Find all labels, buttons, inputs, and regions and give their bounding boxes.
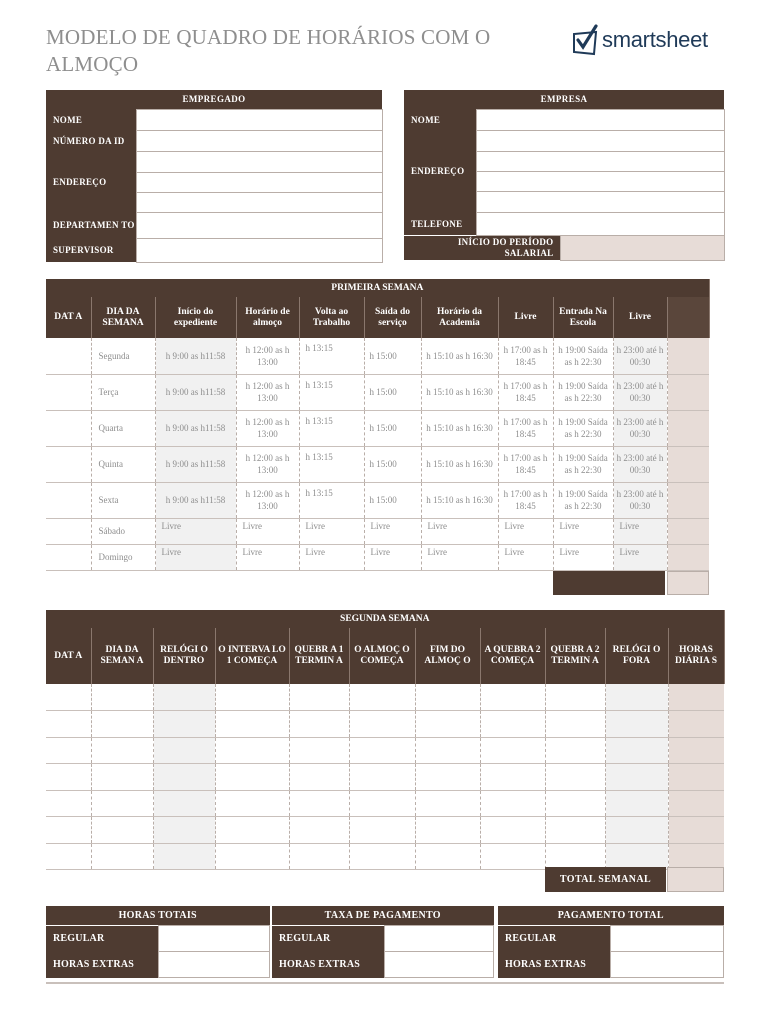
pay-period-label: INÍCIO DO PERÍODO SALARIAL bbox=[404, 235, 560, 260]
week1-leave-cell[interactable]: h 15:00 bbox=[364, 410, 421, 446]
week1-day-cell: Sexta bbox=[91, 482, 155, 518]
week1-total-field[interactable] bbox=[667, 571, 709, 595]
week2-cell[interactable] bbox=[415, 843, 480, 870]
week2-cell[interactable] bbox=[415, 711, 480, 738]
week2-col-4: QUEBR A 1 TERMIN A bbox=[289, 628, 349, 684]
week1-start-cell[interactable]: h 9:00 as h11:58 bbox=[155, 374, 236, 410]
table-row bbox=[46, 544, 709, 570]
week1-leave-cell[interactable]: h 15:00 bbox=[364, 446, 421, 482]
week1-date-cell[interactable] bbox=[46, 374, 91, 410]
week2-col-10: HORAS DIÁRIA S bbox=[668, 628, 724, 684]
week2-col-9: RELÓGI O FORA bbox=[605, 628, 668, 684]
week2-cell[interactable] bbox=[480, 711, 545, 738]
week1-col-hours bbox=[667, 297, 709, 338]
table-row bbox=[46, 338, 709, 374]
week1-col-free2: Livre bbox=[613, 297, 667, 338]
week1-gym-cell[interactable]: h 15:10 as h 16:30 bbox=[421, 410, 498, 446]
table-row bbox=[46, 737, 724, 764]
employee-address-label: ENDEREÇO bbox=[46, 151, 136, 212]
week2-cell[interactable] bbox=[349, 817, 415, 844]
summary-table-0 bbox=[46, 906, 270, 978]
week1-back-cell[interactable]: Livre bbox=[299, 518, 364, 544]
week1-school-cell[interactable]: h 19:00 Saída as h 22:30 bbox=[553, 482, 613, 518]
week2-cell[interactable] bbox=[153, 843, 215, 870]
week1-lunch-cell[interactable]: h 12:00 as h 13:00 bbox=[236, 374, 299, 410]
week1-start-cell[interactable]: h 9:00 as h11:58 bbox=[155, 446, 236, 482]
week2-cell[interactable] bbox=[668, 711, 724, 738]
summary-regular-label: REGULAR bbox=[498, 926, 610, 952]
week1-gym-cell[interactable]: h 15:10 as h 16:30 bbox=[421, 482, 498, 518]
week1-free1-cell[interactable]: h 17:00 as h 18:45 bbox=[498, 338, 553, 374]
week2-cell[interactable] bbox=[289, 684, 349, 711]
week2-cell[interactable] bbox=[46, 790, 91, 817]
week2-cell[interactable] bbox=[46, 711, 91, 738]
week2-cell[interactable] bbox=[480, 764, 545, 791]
week1-date-cell[interactable] bbox=[46, 338, 91, 374]
employee-supervisor-label: SUPERVISOR bbox=[46, 238, 136, 262]
week2-cell[interactable] bbox=[605, 711, 668, 738]
week1-col-day: DIA DA SEMANA bbox=[91, 297, 155, 338]
week1-school-cell[interactable]: h 19:00 Saída as h 22:30 bbox=[553, 338, 613, 374]
company-name-field[interactable] bbox=[476, 109, 724, 130]
week2-cell[interactable] bbox=[289, 790, 349, 817]
week1-total-label bbox=[553, 571, 665, 595]
week1-back-cell[interactable]: h 13:15 bbox=[299, 338, 364, 374]
company-phone-field[interactable] bbox=[476, 212, 724, 235]
week1-school-cell[interactable]: h 19:00 Saída as h 22:30 bbox=[553, 374, 613, 410]
summary-header: HORAS TOTAIS bbox=[46, 906, 270, 926]
logo-text: smartsheet bbox=[602, 27, 708, 52]
week2-cell[interactable] bbox=[215, 737, 289, 764]
week1-gym-cell[interactable]: Livre bbox=[421, 544, 498, 570]
week2-cell[interactable] bbox=[545, 764, 605, 791]
week1-free1-cell[interactable]: Livre bbox=[498, 544, 553, 570]
employee-address-field-3[interactable] bbox=[136, 192, 382, 212]
week1-leave-cell[interactable]: h 15:00 bbox=[364, 374, 421, 410]
table-row bbox=[46, 843, 724, 870]
week2-cell[interactable] bbox=[605, 764, 668, 791]
week2-cell[interactable] bbox=[153, 737, 215, 764]
employee-id-field[interactable] bbox=[136, 130, 382, 151]
company-header: EMPRESA bbox=[404, 90, 724, 109]
table-row bbox=[46, 482, 709, 518]
week1-col-start: Início do expediente bbox=[155, 297, 236, 338]
summary-regular-label: REGULAR bbox=[46, 926, 158, 952]
week2-col-8: QUEBR A 2 TERMIN A bbox=[545, 628, 605, 684]
table-row bbox=[46, 410, 709, 446]
week2-cell[interactable] bbox=[545, 684, 605, 711]
week1-free1-cell[interactable]: Livre bbox=[498, 518, 553, 544]
week2-cell[interactable] bbox=[415, 790, 480, 817]
week2-cell[interactable] bbox=[46, 764, 91, 791]
week2-cell[interactable] bbox=[153, 684, 215, 711]
week2-cell[interactable] bbox=[46, 737, 91, 764]
week1-hours-cell[interactable] bbox=[667, 518, 709, 544]
summary-extra-field[interactable] bbox=[610, 952, 724, 978]
week2-cell[interactable] bbox=[215, 711, 289, 738]
week1-day-cell: Quarta bbox=[91, 410, 155, 446]
company-address-field-3[interactable] bbox=[476, 171, 724, 191]
week1-gym-cell[interactable]: h 15:10 as h 16:30 bbox=[421, 446, 498, 482]
week2-cell[interactable] bbox=[46, 843, 91, 870]
week1-day-cell: Quinta bbox=[91, 446, 155, 482]
employee-department-field[interactable] bbox=[136, 212, 382, 238]
summary-header: TAXA DE PAGAMENTO bbox=[272, 906, 494, 926]
week1-hours-cell[interactable] bbox=[667, 544, 709, 570]
week2-cell[interactable] bbox=[545, 790, 605, 817]
week2-col-3: O INTERVA LO 1 COMEÇA bbox=[215, 628, 289, 684]
week1-free2-cell[interactable]: h 23:00 até h 00:30 bbox=[613, 446, 667, 482]
week1-col-lunch: Horário de almoço bbox=[236, 297, 299, 338]
week2-cell[interactable] bbox=[480, 737, 545, 764]
week2-cell[interactable] bbox=[605, 737, 668, 764]
week1-date-cell[interactable] bbox=[46, 482, 91, 518]
week1-free2-cell[interactable]: Livre bbox=[613, 544, 667, 570]
week2-cell[interactable] bbox=[349, 764, 415, 791]
table-row bbox=[46, 684, 724, 711]
week2-cell[interactable] bbox=[668, 843, 724, 870]
summary-extra-label: HORAS EXTRAS bbox=[272, 952, 384, 978]
page-title: MODELO DE QUADRO DE HORÁRIOS COM O ALMOÇO bbox=[46, 25, 491, 76]
week1-lunch-cell[interactable]: h 12:00 as h 13:00 bbox=[236, 338, 299, 374]
week1-hours-cell[interactable] bbox=[667, 446, 709, 482]
week1-free1-cell[interactable]: h 17:00 as h 18:45 bbox=[498, 410, 553, 446]
summary-extra-label: HORAS EXTRAS bbox=[498, 952, 610, 978]
week2-cell[interactable] bbox=[289, 737, 349, 764]
bottom-divider bbox=[46, 982, 724, 984]
week1-date-cell[interactable] bbox=[46, 518, 91, 544]
week2-cell[interactable] bbox=[153, 790, 215, 817]
company-table bbox=[404, 90, 725, 261]
summary-extra-label: HORAS EXTRAS bbox=[46, 952, 158, 978]
week2-cell[interactable] bbox=[545, 817, 605, 844]
week1-date-cell[interactable] bbox=[46, 544, 91, 570]
week1-free2-cell[interactable]: Livre bbox=[613, 518, 667, 544]
employee-supervisor-field[interactable] bbox=[136, 238, 382, 262]
week1-gym-cell[interactable]: h 15:10 as h 16:30 bbox=[421, 374, 498, 410]
week1-lunch-cell[interactable]: Livre bbox=[236, 544, 299, 570]
week2-cell[interactable] bbox=[480, 790, 545, 817]
company-address-field-2[interactable] bbox=[476, 151, 724, 171]
week1-free1-cell[interactable]: h 17:00 as h 18:45 bbox=[498, 374, 553, 410]
week2-total-label: TOTAL SEMANAL bbox=[545, 867, 666, 892]
week1-gym-cell[interactable]: Livre bbox=[421, 518, 498, 544]
week2-cell[interactable] bbox=[605, 817, 668, 844]
week2-cell[interactable] bbox=[91, 711, 153, 738]
week1-school-cell[interactable]: Livre bbox=[553, 518, 613, 544]
week1-leave-cell[interactable]: Livre bbox=[364, 544, 421, 570]
week2-col-7: A QUEBRA 2 COMEÇA bbox=[480, 628, 545, 684]
week1-day-cell: Sábado bbox=[91, 518, 155, 544]
employee-id-label: NÚMERO DA ID bbox=[46, 130, 136, 151]
week1-start-cell[interactable]: h 9:00 as h11:58 bbox=[155, 338, 236, 374]
week1-school-cell[interactable]: Livre bbox=[553, 544, 613, 570]
week2-cell[interactable] bbox=[415, 764, 480, 791]
summary-extra-field[interactable] bbox=[384, 952, 494, 978]
week2-cell[interactable] bbox=[415, 737, 480, 764]
week2-cell[interactable] bbox=[480, 684, 545, 711]
week2-cell[interactable] bbox=[289, 711, 349, 738]
checkmark-logo-icon bbox=[572, 24, 598, 56]
week1-date-cell[interactable] bbox=[46, 410, 91, 446]
week2-cell[interactable] bbox=[289, 843, 349, 870]
week2-cell[interactable] bbox=[415, 684, 480, 711]
week2-cell[interactable] bbox=[46, 817, 91, 844]
week2-cell[interactable] bbox=[545, 737, 605, 764]
week1-lunch-cell[interactable]: h 12:00 as h 13:00 bbox=[236, 410, 299, 446]
week1-hours-cell[interactable] bbox=[667, 374, 709, 410]
company-address-field-4[interactable] bbox=[476, 191, 724, 212]
week1-table bbox=[46, 279, 710, 571]
week2-table bbox=[46, 610, 725, 870]
week2-cell[interactable] bbox=[46, 684, 91, 711]
company-address-field-1[interactable] bbox=[476, 130, 724, 151]
week1-free2-cell[interactable]: h 23:00 até h 00:30 bbox=[613, 374, 667, 410]
week1-header: PRIMEIRA SEMANA bbox=[46, 279, 709, 297]
week2-cell[interactable] bbox=[480, 843, 545, 870]
week2-cell[interactable] bbox=[215, 764, 289, 791]
week2-cell[interactable] bbox=[605, 843, 668, 870]
week1-col-free1: Livre bbox=[498, 297, 553, 338]
week2-cell[interactable] bbox=[480, 817, 545, 844]
employee-address-field-2[interactable] bbox=[136, 172, 382, 192]
summary-extra-field[interactable] bbox=[158, 952, 270, 978]
summary-header: PAGAMENTO TOTAL bbox=[498, 906, 724, 926]
employee-address-field-1[interactable] bbox=[136, 151, 382, 172]
table-row bbox=[46, 711, 724, 738]
week1-date-cell[interactable] bbox=[46, 446, 91, 482]
week1-free2-cell[interactable]: h 23:00 até h 00:30 bbox=[613, 338, 667, 374]
employee-header: EMPREGADO bbox=[46, 90, 382, 109]
week2-cell[interactable] bbox=[91, 790, 153, 817]
week2-cell[interactable] bbox=[668, 790, 724, 817]
week1-school-cell[interactable]: h 19:00 Saída as h 22:30 bbox=[553, 446, 613, 482]
week1-col-back: Volta ao Trabalho bbox=[299, 297, 364, 338]
employee-table bbox=[46, 90, 383, 263]
week2-cell[interactable] bbox=[91, 843, 153, 870]
week1-start-cell[interactable]: h 9:00 as h11:58 bbox=[155, 410, 236, 446]
week1-free2-cell[interactable]: h 23:00 até h 00:30 bbox=[613, 482, 667, 518]
pay-period-field[interactable] bbox=[560, 235, 724, 260]
week1-leave-cell[interactable]: h 15:00 bbox=[364, 482, 421, 518]
week1-hours-cell[interactable] bbox=[667, 410, 709, 446]
employee-name-field[interactable] bbox=[136, 109, 382, 130]
week1-start-cell[interactable]: h 9:00 as h11:58 bbox=[155, 482, 236, 518]
week1-school-cell[interactable]: h 19:00 Saída as h 22:30 bbox=[553, 410, 613, 446]
week2-col-0: DAT A bbox=[46, 628, 91, 684]
week2-cell[interactable] bbox=[153, 764, 215, 791]
week2-cell[interactable] bbox=[349, 790, 415, 817]
week2-col-5: O ALMOÇ O COMEÇA bbox=[349, 628, 415, 684]
smartsheet-logo bbox=[572, 20, 732, 60]
week2-cell[interactable] bbox=[668, 764, 724, 791]
week2-cell[interactable] bbox=[415, 817, 480, 844]
week2-cell[interactable] bbox=[605, 790, 668, 817]
week2-cell[interactable] bbox=[605, 684, 668, 711]
table-row bbox=[46, 518, 709, 544]
summary-section bbox=[46, 906, 724, 986]
week2-cell[interactable] bbox=[349, 684, 415, 711]
week2-cell[interactable] bbox=[668, 737, 724, 764]
summary-table-1 bbox=[272, 906, 494, 978]
week1-free1-cell[interactable]: h 17:00 as h 18:45 bbox=[498, 482, 553, 518]
week2-cell[interactable] bbox=[153, 817, 215, 844]
summary-table-2 bbox=[498, 906, 724, 978]
week2-cell[interactable] bbox=[545, 843, 605, 870]
week2-total-field[interactable] bbox=[667, 867, 724, 892]
week1-lunch-cell[interactable]: h 12:00 as h 13:00 bbox=[236, 446, 299, 482]
week1-back-cell[interactable]: Livre bbox=[299, 544, 364, 570]
table-row bbox=[46, 764, 724, 791]
week2-cell[interactable] bbox=[349, 737, 415, 764]
week2-cell[interactable] bbox=[91, 684, 153, 711]
summary-regular-field[interactable] bbox=[384, 926, 494, 952]
week2-cell[interactable] bbox=[215, 684, 289, 711]
table-row bbox=[46, 446, 709, 482]
week1-start-cell[interactable]: Livre bbox=[155, 518, 236, 544]
week1-day-cell: Segunda bbox=[91, 338, 155, 374]
week2-cell[interactable] bbox=[215, 843, 289, 870]
week1-free1-cell[interactable]: h 17:00 as h 18:45 bbox=[498, 446, 553, 482]
week1-col-date: DAT A bbox=[46, 297, 91, 338]
week2-cell[interactable] bbox=[215, 817, 289, 844]
company-address-label: ENDEREÇO bbox=[404, 130, 476, 212]
week2-cell[interactable] bbox=[289, 764, 349, 791]
week1-lunch-cell[interactable]: Livre bbox=[236, 518, 299, 544]
week2-cell[interactable] bbox=[349, 711, 415, 738]
summary-regular-field[interactable] bbox=[610, 926, 724, 952]
table-row bbox=[46, 790, 724, 817]
week1-col-gym: Horário da Academia bbox=[421, 297, 498, 338]
week2-cell[interactable] bbox=[91, 817, 153, 844]
week1-hours-cell[interactable] bbox=[667, 482, 709, 518]
summary-regular-label: REGULAR bbox=[272, 926, 384, 952]
week1-back-cell[interactable]: h 13:15 bbox=[299, 446, 364, 482]
week1-leave-cell[interactable]: h 15:00 bbox=[364, 338, 421, 374]
employee-name-label: NOME bbox=[46, 109, 136, 130]
week1-hours-cell[interactable] bbox=[667, 338, 709, 374]
week2-cell[interactable] bbox=[153, 711, 215, 738]
week2-col-6: FIM DO ALMOÇ O bbox=[415, 628, 480, 684]
week2-cell[interactable] bbox=[545, 711, 605, 738]
week1-back-cell[interactable]: h 13:15 bbox=[299, 482, 364, 518]
week2-col-2: RELÓGI O DENTRO bbox=[153, 628, 215, 684]
week2-cell[interactable] bbox=[215, 790, 289, 817]
week2-cell[interactable] bbox=[91, 737, 153, 764]
week1-start-cell[interactable]: Livre bbox=[155, 544, 236, 570]
week1-leave-cell[interactable]: Livre bbox=[364, 518, 421, 544]
week1-day-cell: Domingo bbox=[91, 544, 155, 570]
week2-cell[interactable] bbox=[668, 684, 724, 711]
week2-cell[interactable] bbox=[349, 843, 415, 870]
week1-back-cell[interactable]: h 13:15 bbox=[299, 410, 364, 446]
company-name-label: NOME bbox=[404, 109, 476, 130]
employee-department-label: DEPARTAMEN TO bbox=[46, 212, 136, 238]
week1-col-leave: Saída do serviço bbox=[364, 297, 421, 338]
week2-header: SEGUNDA SEMANA bbox=[46, 610, 724, 628]
week1-col-school: Entrada Na Escola bbox=[553, 297, 613, 338]
week2-cell[interactable] bbox=[668, 817, 724, 844]
week2-cell[interactable] bbox=[289, 817, 349, 844]
table-row bbox=[46, 817, 724, 844]
week1-back-cell[interactable]: h 13:15 bbox=[299, 374, 364, 410]
week1-gym-cell[interactable]: h 15:10 as h 16:30 bbox=[421, 338, 498, 374]
company-phone-label: TELEFONE bbox=[404, 212, 476, 235]
week2-cell[interactable] bbox=[91, 764, 153, 791]
week1-lunch-cell[interactable]: h 12:00 as h 13:00 bbox=[236, 482, 299, 518]
week1-day-cell: Terça bbox=[91, 374, 155, 410]
week1-free2-cell[interactable]: h 23:00 até h 00:30 bbox=[613, 410, 667, 446]
summary-regular-field[interactable] bbox=[158, 926, 270, 952]
week2-col-1: DIA DA SEMAN A bbox=[91, 628, 153, 684]
table-row bbox=[46, 374, 709, 410]
